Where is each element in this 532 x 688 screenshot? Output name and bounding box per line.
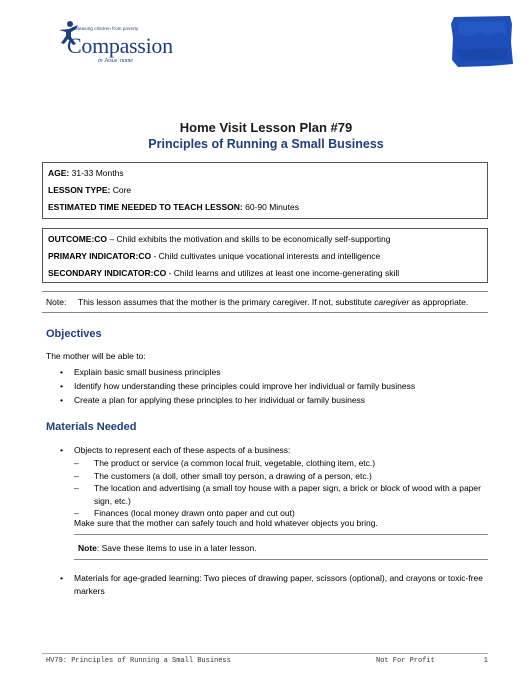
- list-item: – The location and advertising (a small toy house with a paper sign, a brick or block of wood with a paper sign, etc.): [74, 483, 481, 506]
- lesson-type-row: LESSON TYPE: Core: [48, 185, 132, 195]
- objectives-list: [46, 365, 415, 407]
- primary-indicator-row: PRIMARY INDICATOR:CO - Child cultivates unique vocational interests and intelligence: [48, 251, 381, 261]
- footer-not-for-profit: Not For Profit: [376, 657, 435, 665]
- footer-title: HV79: Principles of Running a Small Business: [46, 657, 231, 665]
- list-item: – Finances (local money drawn onto paper and cut out): [74, 508, 295, 518]
- page-title: Home Visit Lesson Plan #79: [179, 120, 353, 135]
- logo-tagline: Releasing children from poverty: [72, 26, 139, 31]
- note-divider-bottom: [42, 312, 488, 313]
- objectives-intro: The mother will be able to:: [46, 351, 146, 361]
- save-note-divider-top: [74, 534, 488, 535]
- list-item: – The customers (a doll, other small toy person, a drawing of a person, etc.): [74, 470, 372, 481]
- time-row: ESTIMATED TIME NEEDED TO TEACH LESSON: 60-90 Minutes: [48, 202, 299, 212]
- footer-divider: [42, 653, 488, 654]
- page-number: 1: [483, 657, 488, 665]
- save-note-divider-bottom: [74, 559, 488, 560]
- materials-heading: Materials Needed: [46, 421, 137, 433]
- list-item: • Materials for age-graded learning: Two pieces of drawing paper, scissors (optional), and crayons or toxic-free markers: [60, 573, 483, 596]
- age-row: AGE: 31-33 Months: [48, 168, 124, 178]
- logo-subline: in Jesus' name: [98, 58, 133, 64]
- materials-list-2: [46, 572, 486, 597]
- secondary-indicator-row: SECONDARY INDICATOR:CO - Child learns and utilizes at least one income-generating skill: [48, 268, 400, 278]
- safety-text: Make sure that the mother can safely touch and hold whatever objects you bring.: [74, 518, 378, 528]
- outcome-row: OUTCOME:CO – Child exhibits the motivation and skills to be economically self-supporting: [48, 234, 391, 244]
- list-item: • Explain basic small business principles: [60, 367, 221, 377]
- note-divider-top: [42, 291, 488, 292]
- blue-ink-block: [450, 14, 514, 68]
- objectives-heading: Objectives: [46, 328, 102, 340]
- list-item: • Objects to represent each of these aspects of a business:: [60, 445, 291, 455]
- list-item: • Create a plan for applying these principles to her individual or family business: [60, 395, 366, 405]
- compassion-logo: [52, 20, 172, 68]
- lesson-info-box: [42, 162, 488, 219]
- page-subtitle: Principles of Running a Small Business: [148, 137, 384, 151]
- materials-sub-list: [64, 457, 484, 520]
- materials-list-1: [46, 443, 290, 457]
- logo-name: Compassion: [67, 33, 173, 58]
- save-items-note: Note: Save these items to use in a later lesson.: [78, 543, 257, 553]
- list-item: • Identify how understanding these principles could improve her individual or family business: [60, 381, 416, 391]
- outcome-box: [42, 228, 488, 283]
- list-item: – The product or service (a common local fruit, vegetable, clothing item, etc.): [74, 458, 376, 468]
- caregiver-note: Note: This lesson assumes that the mother is the primary caregiver. If not, substitute caregiver as appropriate.: [46, 297, 469, 307]
